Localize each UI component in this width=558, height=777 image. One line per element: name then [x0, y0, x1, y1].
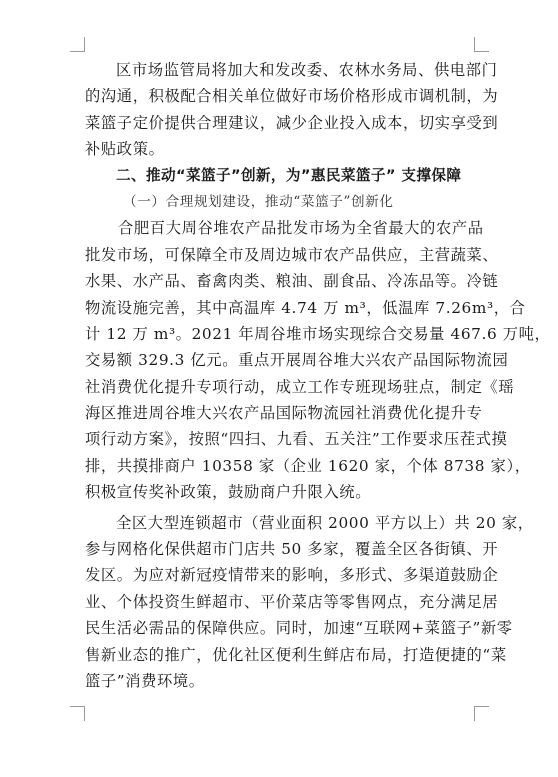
crop-mark-top-right: [474, 37, 489, 52]
crop-mark-bottom-right: [474, 706, 489, 721]
text-line: 排，共摸排商户 10358 家（企业 1620 家，个体 8738 家），: [85, 456, 531, 475]
text-line: 水果、水产品、畜禽肉类、粮油、副食品、冷冻品等。冷链: [85, 272, 499, 291]
text-line: 海区推进周谷堆大兴农产品国际物流园社消费优化提升专: [85, 404, 483, 423]
text-line: 补贴政策。: [85, 140, 165, 159]
text-line: 篮子”消费环境。: [85, 671, 205, 690]
text-line: 售新业态的推广，优化社区便利生鲜店布局，打造便捷的“菜: [85, 645, 507, 664]
text-line: 的沟通，积极配合相关单位做好市场价格形成市调机制，为: [85, 87, 499, 106]
text-line: 业、个体投资生鲜超市、平价菜店等零售网点，充分满足居: [85, 592, 499, 611]
paragraph-zhougudui-market: [85, 215, 551, 505]
paragraph-supermarkets: [85, 510, 534, 695]
text-line: 发区。为应对新冠疫情带来的影响，多形式、多渠道鼓励企: [85, 566, 499, 585]
text-line: 社消费优化提升专项行动，成立工作专班现场驻点，制定《瑶: [85, 377, 515, 396]
text-line: 物流设施完善，其中高温库 4.74 万 m³，低温库 7.26m³，合: [85, 298, 526, 317]
text-line: 交易额 329.3 亿元。重点开展周谷堆大兴农产品国际物流园: [85, 351, 509, 370]
text-line: 项行动方案》，按照“四扫、九看、五关注”工作要求压茬式摸: [85, 430, 508, 449]
text-line: 计 12 万 m³。2021 年周谷堆市场实现综合交易量 467.6 万吨，: [85, 324, 551, 343]
text-line: 合肥百大周谷堆农产品批发市场为全省最大的农产品: [118, 219, 484, 238]
text-line: 参与网格化保供超市门店共 50 多家，覆盖全区各街镇、开: [85, 540, 499, 559]
subsection-heading: （一）合理规划建设，推动“菜篮子”创新化: [123, 193, 394, 210]
text-line: 菜篮子定价提供合理建议，减少企业投入成本，切实享受到: [85, 113, 499, 132]
text-line: 全区大型连锁超市（营业面积 2000 平方以上）共 20 家，: [116, 513, 534, 532]
document-body: [85, 57, 551, 694]
crop-mark-top-left: [70, 37, 85, 52]
paragraph-price-mechanism: [85, 57, 499, 163]
text-line: 积极宣传奖补政策，鼓励商户升限入统。: [85, 483, 372, 502]
section-heading: 二、推动“菜篮子”创新，为”惠民菜篮子” 支撑保障: [116, 166, 462, 184]
text-line: 民生活必需品的保障供应。同时，加速“互联网+菜篮子”新零: [85, 619, 513, 638]
text-line: 区市场监管局将加大和发改委、农林水务局、供电部门: [116, 61, 498, 79]
text-line: 批发市场，可保障全市及周边城市农产品供应，主营蔬菜、: [85, 245, 499, 264]
crop-mark-bottom-left: [70, 706, 85, 721]
